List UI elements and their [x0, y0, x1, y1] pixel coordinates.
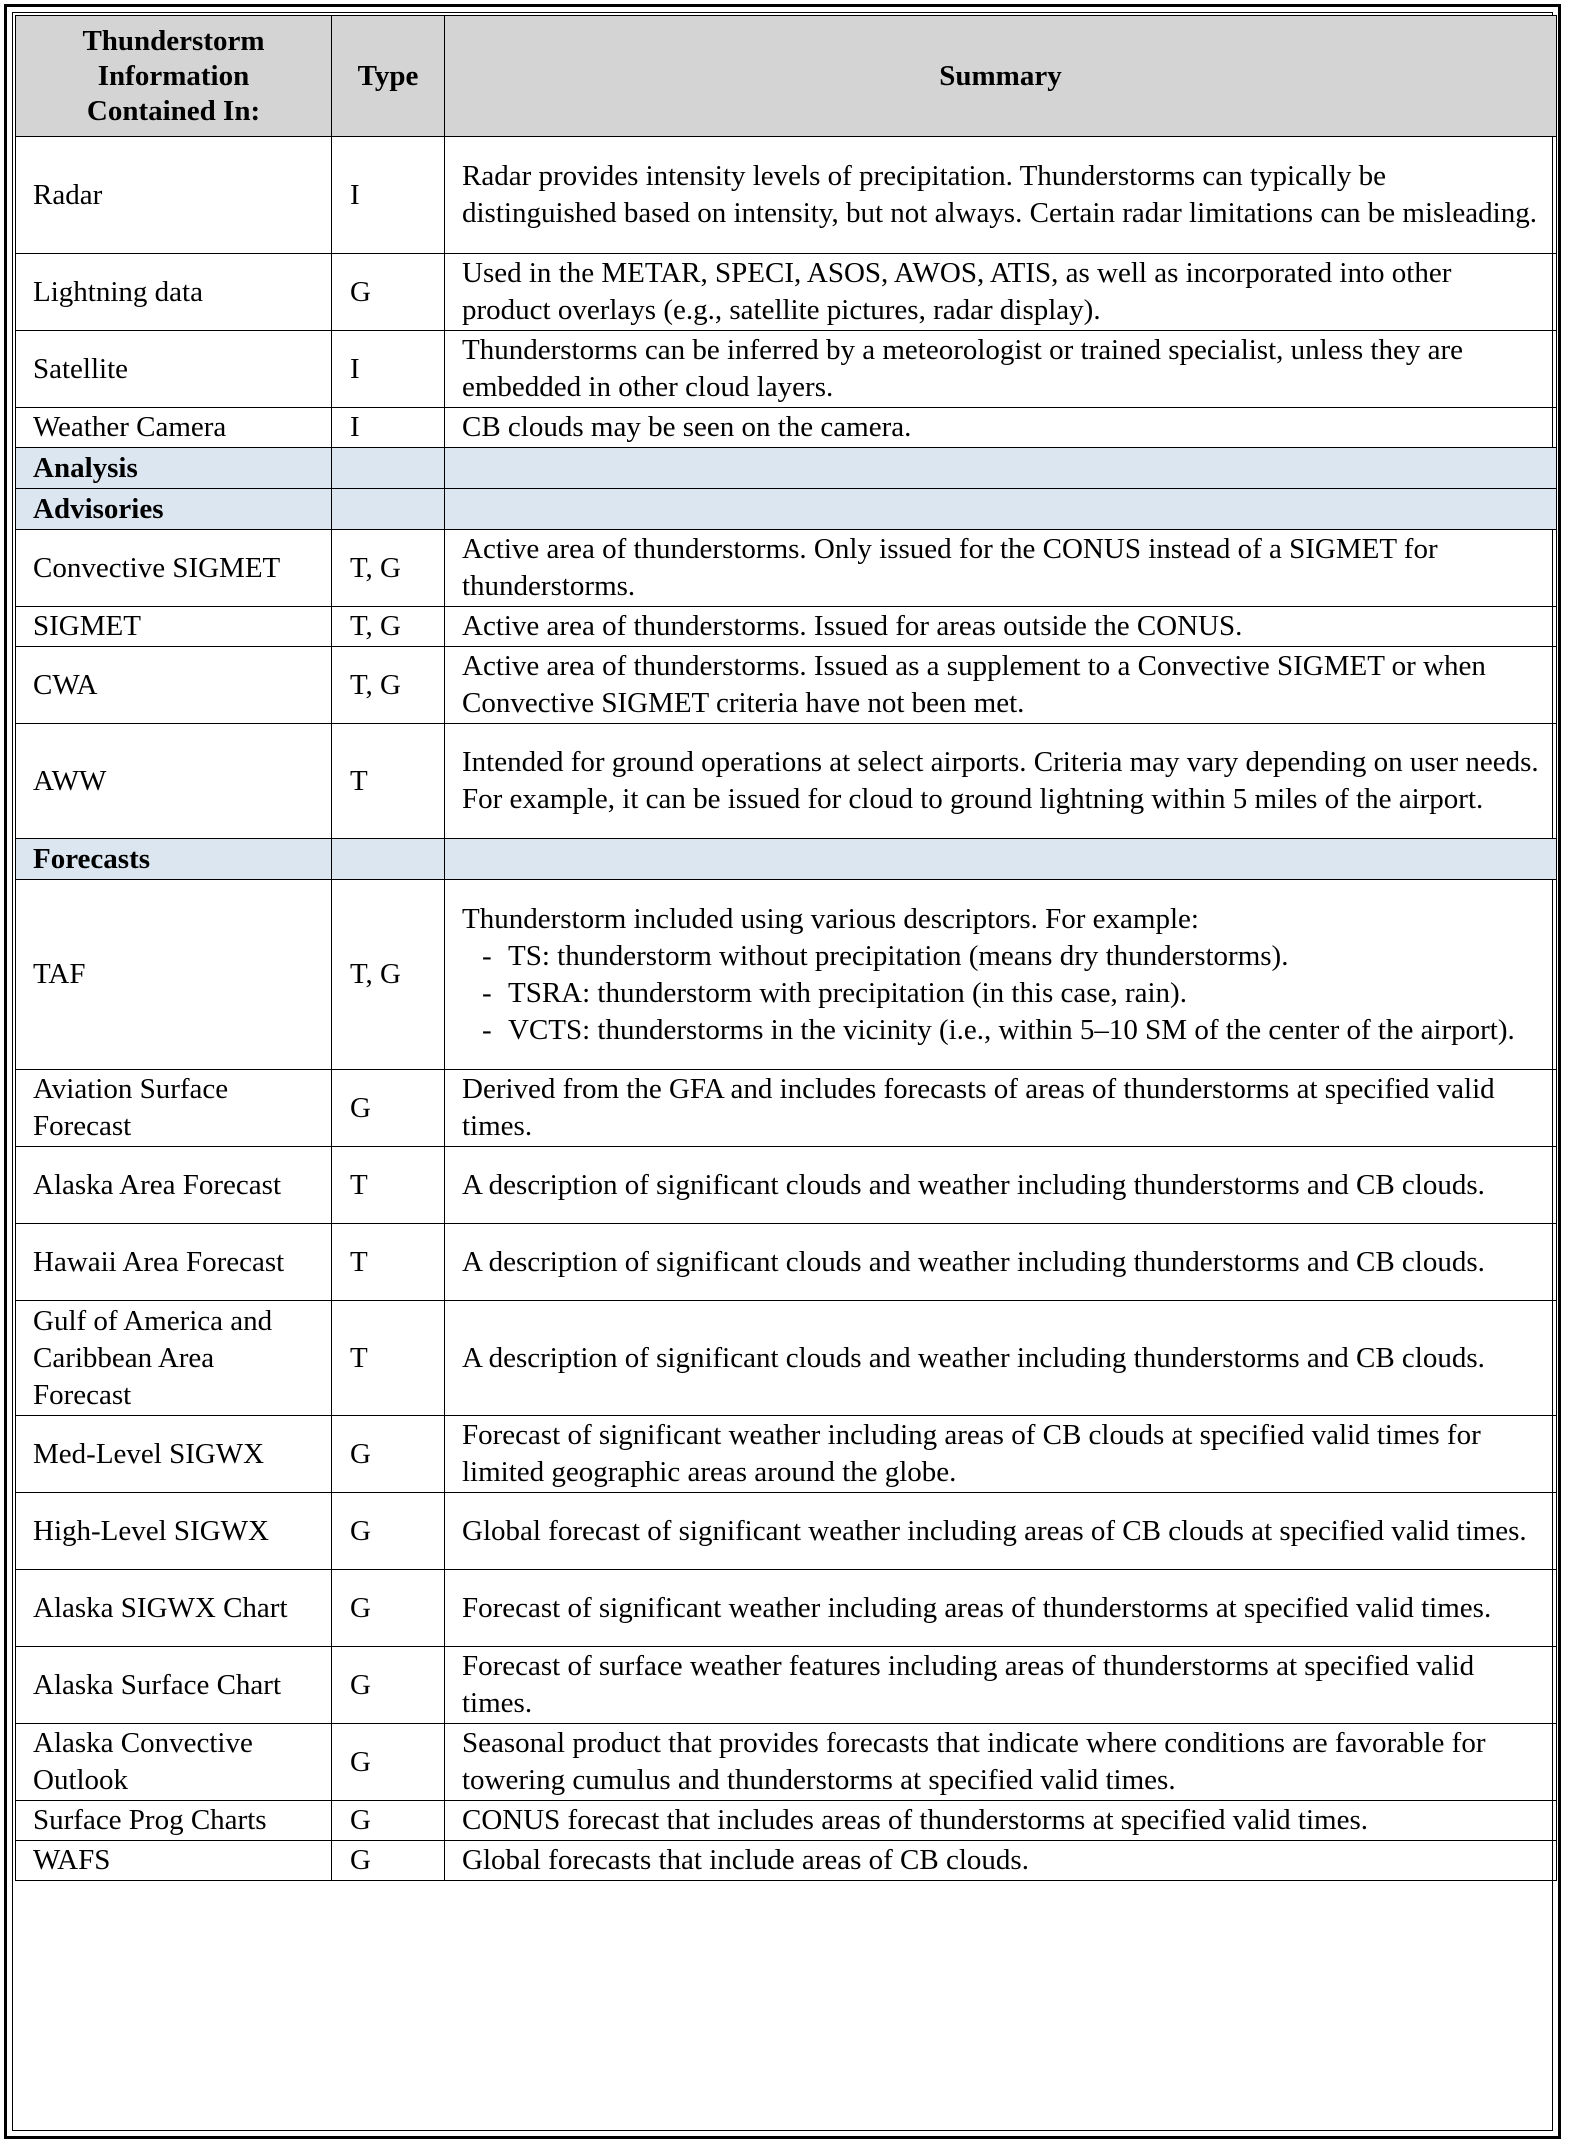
- source-cell: Lightning data: [16, 254, 332, 331]
- type-cell: I: [332, 331, 445, 408]
- type-cell: G: [332, 1416, 445, 1493]
- section-row: [16, 839, 1557, 880]
- table-row: [16, 1493, 1557, 1570]
- summary-cell: [445, 1801, 1557, 1841]
- source-cell: High-Level SIGWX: [16, 1493, 332, 1570]
- summary-text: Active area of thunderstorms. Issued as a supplement to a Convective SIGMET or when Convective SIGMET criteria have not been met.: [462, 650, 1486, 719]
- table-row: [16, 331, 1557, 408]
- table-row: [16, 607, 1557, 647]
- summary-cell: [445, 1570, 1557, 1647]
- summary-text: CB clouds may be seen on the camera.: [462, 411, 912, 443]
- type-cell: T: [332, 1147, 445, 1224]
- table-row: [16, 408, 1557, 448]
- type-cell: G: [332, 1647, 445, 1724]
- summary-cell: [445, 647, 1557, 724]
- table-row: [16, 1801, 1557, 1841]
- type-cell: T: [332, 724, 445, 839]
- thunderstorm-info-table: [15, 15, 1557, 1881]
- descriptor-item: - TS: thunderstorm without precipitation (means dry thunderstorms).: [462, 938, 1539, 975]
- summary-cell: [445, 1224, 1557, 1301]
- header-row: [16, 16, 1557, 137]
- summary-cell: [445, 1493, 1557, 1570]
- source-cell: Alaska Surface Chart: [16, 1647, 332, 1724]
- summary-text: Active area of thunderstorms. Issued for areas outside the CONUS.: [462, 610, 1243, 642]
- summary-text: Thunderstorm included using various descriptors. For example:: [462, 902, 1199, 935]
- source-cell: CWA: [16, 647, 332, 724]
- section-type-cell: [332, 448, 445, 489]
- section-title: Advisories: [16, 489, 332, 530]
- header-source: Thunderstorm Information Contained In:: [16, 16, 332, 137]
- source-cell: Radar: [16, 137, 332, 254]
- source-cell: Satellite: [16, 331, 332, 408]
- summary-cell: [445, 1070, 1557, 1147]
- source-cell: Hawaii Area Forecast: [16, 1224, 332, 1301]
- table-row: [16, 1647, 1557, 1724]
- table-row: [16, 1070, 1557, 1147]
- type-cell: I: [332, 408, 445, 448]
- summary-text: Global forecasts that include areas of CB clouds.: [462, 1844, 1029, 1876]
- source-cell: SIGMET: [16, 607, 332, 647]
- type-cell: G: [332, 1493, 445, 1570]
- summary-text: Seasonal product that provides forecasts that indicate where conditions are favorable for towering cumulus and thunderstorms at specified valid times.: [462, 1727, 1486, 1796]
- table-row: [16, 254, 1557, 331]
- table-row: [16, 1841, 1557, 1881]
- table-row: [16, 1416, 1557, 1493]
- summary-cell: [445, 1301, 1557, 1416]
- section-title: Forecasts: [16, 839, 332, 880]
- type-cell: T: [332, 1301, 445, 1416]
- summary-cell: [445, 1841, 1557, 1881]
- header-type: Type: [332, 16, 445, 137]
- descriptor-item: - VCTS: thunderstorms in the vicinity (i.e., within 5–10 SM of the center of the airport).: [462, 1012, 1539, 1049]
- summary-text: Used in the METAR, SPECI, ASOS, AWOS, ATIS, as well as incorporated into other product overlays (e.g., satellite pictures, radar display).: [462, 257, 1452, 326]
- section-title: Analysis: [16, 448, 332, 489]
- section-row: [16, 489, 1557, 530]
- source-cell: TAF: [16, 880, 332, 1070]
- table-row: [16, 137, 1557, 254]
- summary-text: CONUS forecast that includes areas of thunderstorms at specified valid times.: [462, 1804, 1369, 1836]
- summary-cell: [445, 1724, 1557, 1801]
- table-row: [16, 1224, 1557, 1301]
- source-cell: Med-Level SIGWX: [16, 1416, 332, 1493]
- summary-cell: [445, 408, 1557, 448]
- table-row: [16, 1147, 1557, 1224]
- type-cell: G: [332, 1841, 445, 1881]
- source-cell: Surface Prog Charts: [16, 1801, 332, 1841]
- type-cell: T, G: [332, 647, 445, 724]
- type-cell: G: [332, 254, 445, 331]
- table-row: [16, 724, 1557, 839]
- summary-text: Thunderstorms can be inferred by a meteorologist or trained specialist, unless they are embedded in other cloud layers.: [462, 334, 1463, 403]
- type-cell: G: [332, 1070, 445, 1147]
- summary-cell: [445, 530, 1557, 607]
- source-cell: Convective SIGMET: [16, 530, 332, 607]
- type-cell: T, G: [332, 880, 445, 1070]
- summary-cell: [445, 1147, 1557, 1224]
- summary-text: Active area of thunderstorms. Only issued for the CONUS instead of a SIGMET for thunderstorms.: [462, 533, 1438, 602]
- summary-cell: [445, 137, 1557, 254]
- section-type-cell: [332, 489, 445, 530]
- source-cell: Gulf of America and Caribbean Area Forecast: [16, 1301, 332, 1416]
- type-cell: I: [332, 137, 445, 254]
- type-cell: T, G: [332, 607, 445, 647]
- summary-text: Forecast of significant weather including areas of thunderstorms at specified valid times.: [462, 1591, 1492, 1624]
- descriptor-item: - TSRA: thunderstorm with precipitation (in this case, rain).: [462, 975, 1539, 1012]
- descriptor-list: [462, 938, 1539, 1049]
- source-cell: WAFS: [16, 1841, 332, 1881]
- summary-text: A description of significant clouds and weather including thunderstorms and CB clouds.: [462, 1245, 1485, 1278]
- source-cell: Weather Camera: [16, 408, 332, 448]
- table-row: [16, 880, 1557, 1070]
- summary-text: Intended for ground operations at select airports. Criteria may vary depending on user needs. For example, it can be issued for cloud to ground lightning within 5 miles of the airport.: [462, 746, 1539, 815]
- source-cell: Alaska Area Forecast: [16, 1147, 332, 1224]
- summary-cell: [445, 1416, 1557, 1493]
- header-summary: Summary: [445, 16, 1557, 137]
- summary-text: Forecast of significant weather including areas of CB clouds at specified valid times for limited geographic areas around the globe.: [462, 1419, 1481, 1488]
- table-row: [16, 1724, 1557, 1801]
- summary-text: Forecast of surface weather features including areas of thunderstorms at specified valid times.: [462, 1650, 1475, 1719]
- summary-cell: [445, 331, 1557, 408]
- source-cell: Alaska Convective Outlook: [16, 1724, 332, 1801]
- summary-cell: [445, 1647, 1557, 1724]
- summary-cell: [445, 607, 1557, 647]
- table-row: [16, 647, 1557, 724]
- summary-text: A description of significant clouds and weather including thunderstorms and CB clouds.: [462, 1168, 1485, 1201]
- section-summary-cell: [445, 489, 1557, 530]
- summary-cell: [445, 254, 1557, 331]
- table-row: [16, 1301, 1557, 1416]
- source-cell: Aviation Surface Forecast: [16, 1070, 332, 1147]
- type-cell: G: [332, 1801, 445, 1841]
- table-row: [16, 1570, 1557, 1647]
- type-cell: G: [332, 1570, 445, 1647]
- section-summary-cell: [445, 448, 1557, 489]
- type-cell: T, G: [332, 530, 445, 607]
- summary-text: Radar provides intensity levels of precipitation. Thunderstorms can typically be distinguished based on intensity, but not always. Certain radar limitations can be misleading.: [462, 160, 1537, 229]
- type-cell: T: [332, 1224, 445, 1301]
- summary-cell: [445, 880, 1557, 1070]
- summary-cell: [445, 724, 1557, 839]
- table-row: [16, 530, 1557, 607]
- source-cell: AWW: [16, 724, 332, 839]
- summary-text: Global forecast of significant weather including areas of CB clouds at specified valid times.: [462, 1514, 1527, 1547]
- type-cell: G: [332, 1724, 445, 1801]
- section-type-cell: [332, 839, 445, 880]
- section-summary-cell: [445, 839, 1557, 880]
- table-body: [16, 137, 1557, 1881]
- source-cell: Alaska SIGWX Chart: [16, 1570, 332, 1647]
- section-row: [16, 448, 1557, 489]
- summary-text: A description of significant clouds and weather including thunderstorms and CB clouds.: [462, 1341, 1485, 1374]
- summary-text: Derived from the GFA and includes forecasts of areas of thunderstorms at specified valid times.: [462, 1073, 1495, 1142]
